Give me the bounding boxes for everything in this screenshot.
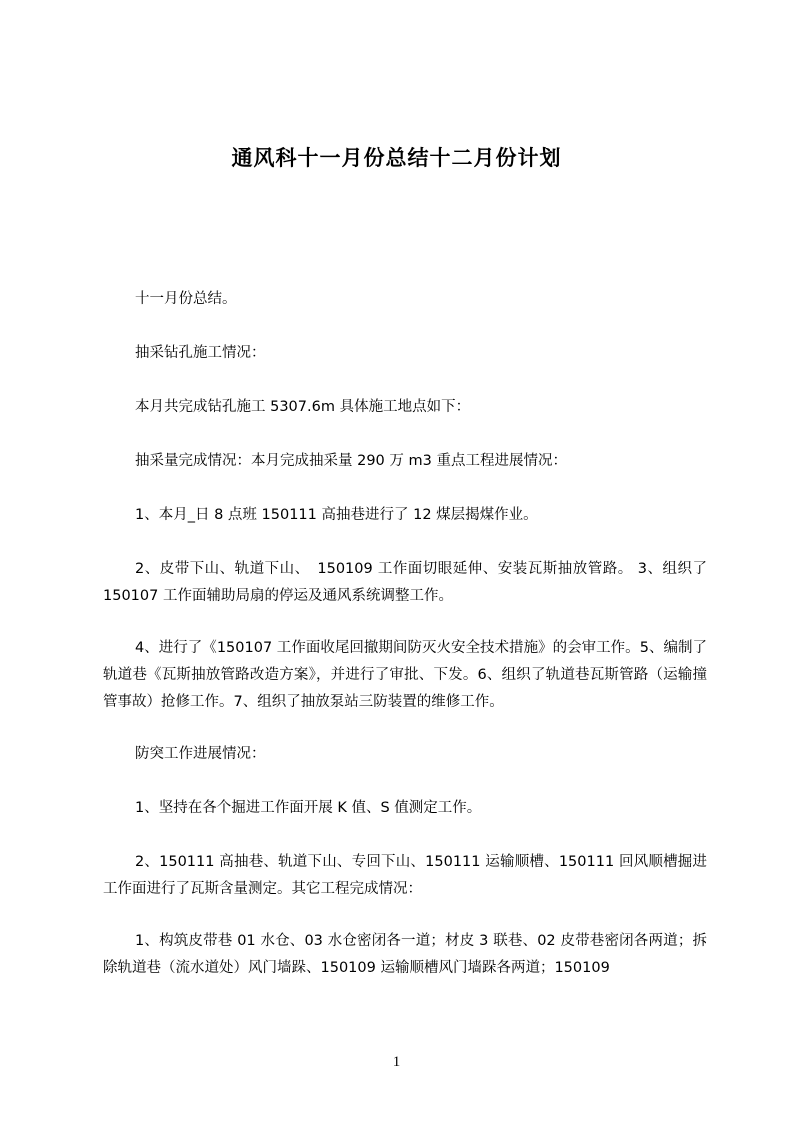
paragraph-outburst-item-1: 1、坚持在各个掘进工作面开展 K 值、S 值测定工作。 [135,800,482,816]
paragraph-summary-heading: 十一月份总结。 [135,291,237,307]
paragraph-items-4-7: 4、进行了《150107 工作面收尾回撤期间防灭火安全技术措施》的会审工作。5、编制了轨道巷《瓦斯抽放管路改造方案》，并进行了审批、下发。6、组织了轨道巷瓦斯管路（运输撞管事故）抢修工作。7、组织了抽放泵站三防装置的维修工作。 [103,640,707,710]
paragraph-drilling-total: 本月共完成钻孔施工 5307.6m 具体施工地点如下： [135,399,471,415]
page-number: 1 [392,1054,401,1070]
paragraph-item-1: 1、本月_日 8 点班 150111 高抽巷进行了 12 煤层揭煤作业。 [135,507,538,523]
paragraph-other-item-1: 1、构筑皮带巷 01 水仓、03 水仓密闭各一道；材皮 3 联巷、02 皮带巷密闭各两道；拆除轨道巷（流水道处）风门墙跺、150109 运输顺槽风门墙跺各两道；150109 [103,933,707,976]
paragraph-drilling-heading: 抽采钻孔施工情况： [135,345,266,361]
document-title: 通风科十一月份总结十二月份计划 [231,146,562,170]
paragraph-items-2-3: 2、皮带下山、轨道下山、 150109 工作面切眼延伸、安装瓦斯抽放管路。 3、组织了 150107 工作面辅助局扇的停运及通风系统调整工作。 [103,561,707,604]
paragraph-outburst-heading: 防突工作进展情况： [135,746,266,762]
document-body [103,286,707,1007]
paragraph-extraction-volume: 抽采量完成情况：本月完成抽采量 290 万 m3 重点工程进展情况： [135,453,567,469]
paragraph-outburst-item-2: 2、150111 高抽巷、轨道下山、专回下山、150111 运输顺槽、150111 回风顺槽掘进工作面进行了瓦斯含量测定。其它工程完成情况： [103,854,707,897]
